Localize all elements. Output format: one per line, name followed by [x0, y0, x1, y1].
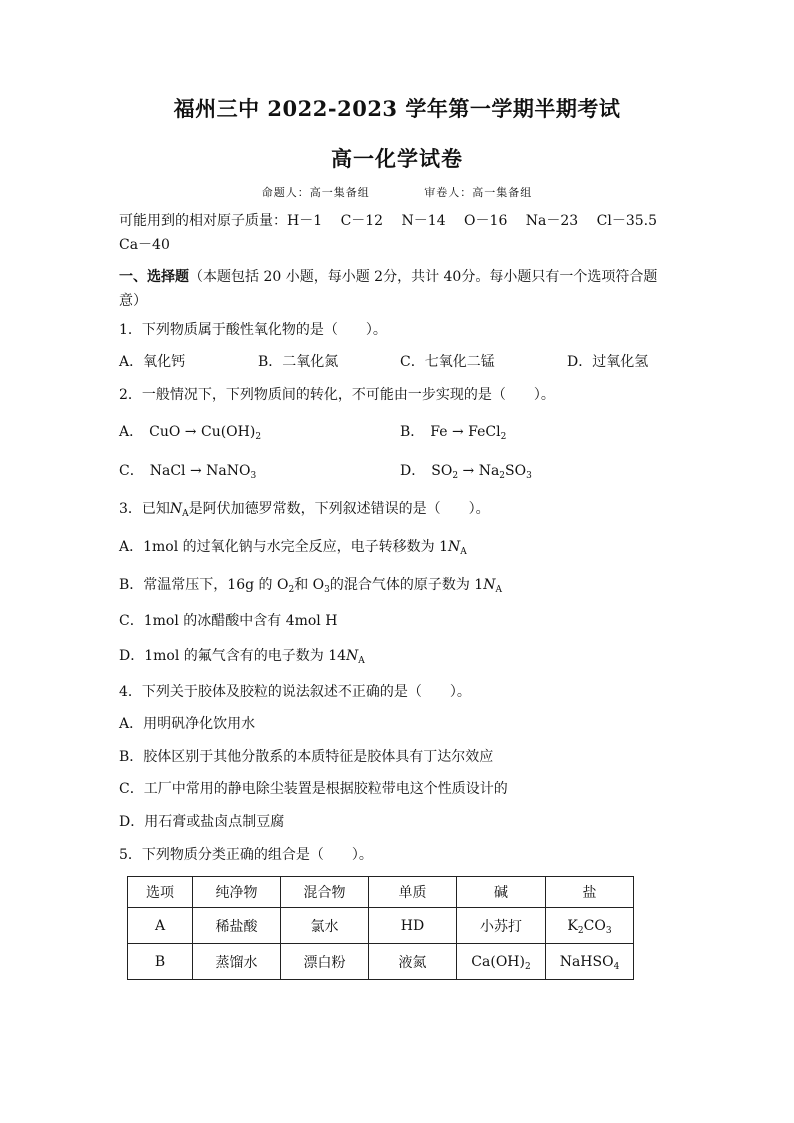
arrow-icon: →: [189, 463, 202, 479]
section1-description-a: （本题包括 20 小题，每小题 2分，共计 40分。每小题只有一个选项符合题: [189, 269, 658, 285]
table-cell: A: [128, 908, 193, 944]
q2-option-a: A． CuO → $Cu(OH)_2$: [119, 424, 262, 442]
table-cell: 液氮: [369, 944, 457, 980]
atomic-masses-label: 可能用到的相对原子质量：: [119, 213, 287, 229]
q4-option-a: A．用明矾净化饮用水: [119, 716, 256, 732]
authors-line: [0, 184, 794, 200]
reviewer: 审卷人：高一集备组: [424, 186, 533, 199]
q3-option-a: A．1mol 的过氧化钠与水完全反应，电子转移数为 $1N_A$: [119, 539, 467, 557]
table-cell: B: [128, 944, 193, 980]
table-cell: NaHSO$_4$: [546, 944, 634, 980]
table-header-cell: 混合物: [281, 877, 369, 908]
table-cell: 稀盐酸: [193, 908, 281, 944]
table-cell: $K_2CO_3$: [546, 908, 634, 944]
table-header-row: [128, 877, 634, 908]
q2-option-d: D． $SO_2 \to Na_2SO_3$: [400, 463, 532, 481]
q4-option-c: C．工厂中常用的静电除尘装置是根据胶粒带电这个性质设计的: [119, 781, 508, 797]
q4-stem: 4．下列关于胶体及胶粒的说法叙述不正确的是（ ）。: [119, 684, 471, 700]
arrow-icon: →: [451, 424, 464, 440]
atomic-masses: [119, 209, 679, 257]
exam-subtitle: 高一化学试卷: [331, 146, 463, 171]
q5-stem: 5．下列物质分类正确的组合是（ ）。: [119, 847, 373, 863]
table-header-cell: 盐: [546, 877, 634, 908]
table-header-cell: 纯净物: [193, 877, 281, 908]
atomic-masses-line2: Ca－40: [119, 237, 170, 253]
arrow-icon: →: [462, 463, 475, 479]
table-cell: HD: [369, 908, 457, 944]
q3-option-b: B．常温常压下，16g 的 $O_2$和 $O_3$的混合气体的原子数为 $1N_A$: [119, 577, 502, 595]
table-cell: 氯水: [281, 908, 369, 944]
table-cell: 蒸馏水: [193, 944, 281, 980]
q1-option-d: D．过氧化氢: [567, 354, 649, 370]
q2-stem: 2．一般情况下，下列物质间的转化，不可能由一步实现的是（ ）。: [119, 387, 555, 403]
arrow-icon: →: [184, 424, 197, 440]
table-row: [128, 908, 634, 944]
q1-option-a: A．氧化钙: [119, 354, 186, 370]
q3-option-d: D．1mol 的氟气含有的电子数为 $14N_A$: [119, 648, 365, 666]
table-row: [128, 944, 634, 980]
section1-header: [119, 265, 679, 313]
table-header-cell: 选项: [128, 877, 193, 908]
exam-title: 福州三中 2022-2023 学年第一学期半期考试: [173, 96, 621, 121]
atomic-masses-line1: H－1 C－12 N－14 O－16 Na－23 Cl－35.5: [287, 213, 658, 229]
table-cell: 小苏打: [457, 908, 546, 944]
table-cell: 漂白粉: [281, 944, 369, 980]
q3-stem: 3．已知$N_A$是阿伏加德罗常数，下列叙述错误的是（ ）。: [119, 501, 490, 519]
section1-heading: 一、选择题: [119, 269, 189, 285]
section1-description-b: 意）: [119, 293, 147, 309]
q2-option-c: C． NaCl → NaNO$_3$: [119, 463, 257, 481]
table-header-cell: 单质: [369, 877, 457, 908]
table-cell: $Ca(OH)_2$: [457, 944, 546, 980]
setter: 命题人：高一集备组: [261, 186, 370, 199]
q2-option-b: B． Fe → FeCl$_2$: [400, 424, 507, 442]
q1-option-b: B．二氧化氮: [258, 354, 339, 370]
table-header-cell: 碱: [457, 877, 546, 908]
q4-option-b: B．胶体区别于其他分散系的本质特征是胶体具有丁达尔效应: [119, 749, 494, 765]
q1-stem: 1．下列物质属于酸性氧化物的是（ ）。: [119, 322, 387, 338]
q4-option-d: D．用石膏或盐卤点制豆腐: [119, 814, 285, 830]
classification-table: [127, 876, 634, 980]
q1-option-c: C．七氧化二锰: [400, 354, 495, 370]
q3-option-c: C．1mol 的冰醋酸中含有 4mol H: [119, 613, 338, 629]
